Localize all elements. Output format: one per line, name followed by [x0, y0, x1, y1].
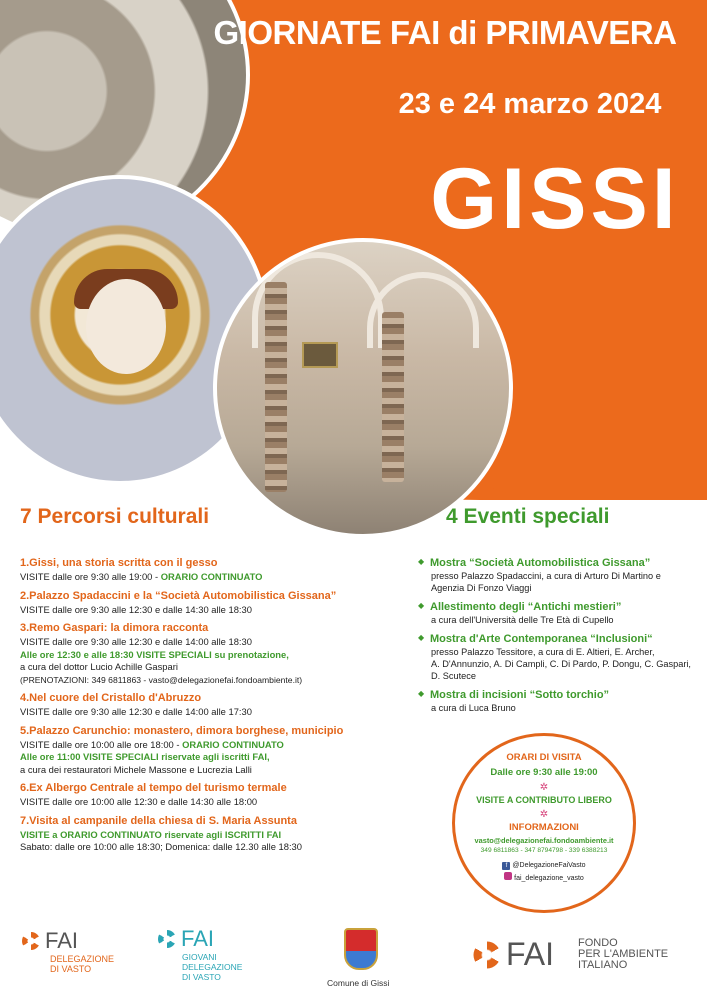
evento-desc: presso Palazzo Spadaccini, a cura di Arturo Di Martino e	[431, 571, 661, 581]
painting-frame	[302, 342, 338, 368]
logo-fai-giovani: FAI GIOVANI DELEGAZIONE DI VASTO	[156, 926, 242, 982]
fai-giovani-logo-icon	[156, 928, 178, 950]
poster-title: GIORNATE FAI di PRIMAVERA	[213, 14, 677, 51]
eventi-list	[418, 556, 703, 720]
percorso-line: a cura del dottor Lucio Achille Gaspari	[20, 661, 178, 672]
poster-dates: 23 e 24 marzo 2024	[398, 88, 662, 120]
evento-title: ◆ Mostra “Società Automobilistica Gissana”	[430, 557, 651, 569]
percorso-line: VISITE dalle ore 9:30 alle 12:30 e dalle 14:30 alle 18:30	[20, 603, 252, 615]
percorso-line: Sabato: dalle ore 10:00 alle 18:30; Domenica: dalle 12.30 alle 18:30	[20, 841, 302, 852]
evento-item	[418, 632, 703, 682]
gissi-coat-of-arms	[344, 928, 378, 970]
evento-item	[418, 688, 703, 714]
evento-desc: presso Palazzo Tessitore, a cura di E. Altieri, E. Archer,	[431, 647, 655, 657]
evento-desc: A. D'Annunzio, A. Di Campli, C. Di Pardo, P. Dongu, C. Gaspari,	[431, 659, 691, 669]
informazioni-heading: INFORMAZIONI	[509, 822, 579, 833]
logo-fai-nazionale: FAI FONDO PER L'AMBIENTE ITALIANO	[476, 936, 554, 973]
percorso-item	[20, 781, 390, 809]
percorso-title: 3.Remo Gaspari: la dimora racconta	[20, 622, 209, 634]
eventi-heading: 4 Eventi speciali	[446, 505, 610, 528]
percorso-line: VISITE dalle ore 10:00 alle 12:30 e dalle 14:30 alle 18:00	[20, 796, 258, 807]
email-link[interactable]: vasto@delegazionefai.fondoambiente.it	[474, 836, 614, 845]
evento-desc: Agenzia Di Fonzo Viaggi	[431, 583, 532, 593]
percorso-title: 5.Palazzo Carunchio: monastero, dimora borghese, municipio	[20, 724, 344, 737]
logo-fai-delegazione-vasto: FAI DELEGAZIONE DI VASTO	[20, 928, 114, 974]
percorso-item	[20, 621, 390, 686]
percorso-title: 6.Ex Albergo Centrale al tempo del turismo termale	[20, 782, 287, 794]
instagram-row[interactable]: fai_delegazione_vasto	[455, 872, 633, 882]
percorso-item	[20, 556, 390, 584]
fai-logo-icon	[20, 930, 42, 952]
photo-palazzo-staircase	[213, 238, 513, 538]
info-circle	[452, 733, 636, 913]
percorso-line: (PRENOTAZIONI: 349 6811863 - vasto@delegazionefai.fondoambiente.it)	[20, 674, 303, 685]
evento-item	[418, 600, 703, 626]
percorso-title: 1.Gissi, una storia scritta con il gesso	[20, 557, 218, 569]
percorso-line: VISITE dalle ore 10:00 alle ore 18:00 - ORARIO CONTINUATO	[20, 738, 284, 750]
poster-city: GISSI	[430, 151, 680, 247]
contributo-text: VISITE A CONTRIBUTO LIBERO	[476, 795, 612, 805]
percorso-line: VISITE dalle ore 9:30 alle 19:00 - ORARIO CONTINUATO	[20, 571, 263, 582]
evento-title: ◆ Allestimento degli “Antichi mestieri”	[430, 601, 622, 613]
percorsi-list	[20, 556, 390, 859]
percorso-title: 2.Palazzo Spadaccini e la “Società Automobilistica Gissana”	[20, 589, 337, 602]
column	[382, 312, 404, 482]
percorso-line: VISITE a ORARIO CONTINUATO riservate agli ISCRITTI FAI	[20, 828, 282, 840]
percorso-item	[20, 589, 390, 617]
evento-item	[418, 556, 703, 594]
flower-icon: ✲	[539, 782, 549, 793]
percorso-item	[20, 724, 390, 777]
evento-title: ◆ Mostra di incisioni “Sotto torchio”	[430, 689, 610, 701]
evento-desc: D. Scutece	[431, 671, 476, 681]
percorso-title: 7.Visita al campanile della chiesa di S. Maria Assunta	[20, 814, 297, 827]
comune-label: Comune di Gissi	[327, 978, 390, 988]
painted-face	[86, 279, 166, 374]
evento-title: ◆ Mostra d'Arte Contemporanea “Inclusioni“	[430, 633, 653, 645]
evento-desc: a cura dell'Università delle Tre Età di Cupello	[431, 615, 614, 625]
evento-desc: a cura di Luca Bruno	[431, 703, 516, 713]
fai-logo-icon	[471, 938, 504, 971]
percorso-item	[20, 814, 390, 854]
facebook-row[interactable]: f @DelegazioneFaiVasto	[455, 862, 633, 870]
column	[265, 282, 287, 492]
percorso-line: a cura dei restauratori Michele Massone e Lucrezia Lalli	[20, 763, 252, 775]
percorsi-heading: 7 Percorsi culturali	[20, 505, 210, 528]
percorso-line: Alle ore 11:00 VISITE SPECIALI riservate agli iscritti FAI,	[20, 751, 270, 762]
percorso-line: Alle ore 12:30 e alle 18:30 VISITE SPECIALI su prenotazione,	[20, 648, 289, 660]
orari-heading: ORARI DI VISITA	[506, 752, 582, 763]
phones: 349 6811863 - 347 8794798 - 339 6388213	[480, 847, 608, 854]
percorso-item	[20, 691, 390, 719]
facebook-icon: f	[502, 862, 510, 870]
percorso-title: 4.Nel cuore del Cristallo d'Abruzzo	[20, 692, 202, 704]
instagram-icon	[504, 872, 512, 880]
orari-text: Dalle ore 9:30 alle 19:00	[490, 767, 598, 778]
flower-icon: ✲	[539, 809, 549, 820]
percorso-line: VISITE dalle ore 9:30 alle 12:30 e dalle 14:00 alle 18:30	[20, 636, 252, 647]
percorso-line: VISITE dalle ore 9:30 alle 12:30 e dalle 14:00 alle 17:30	[20, 706, 252, 717]
